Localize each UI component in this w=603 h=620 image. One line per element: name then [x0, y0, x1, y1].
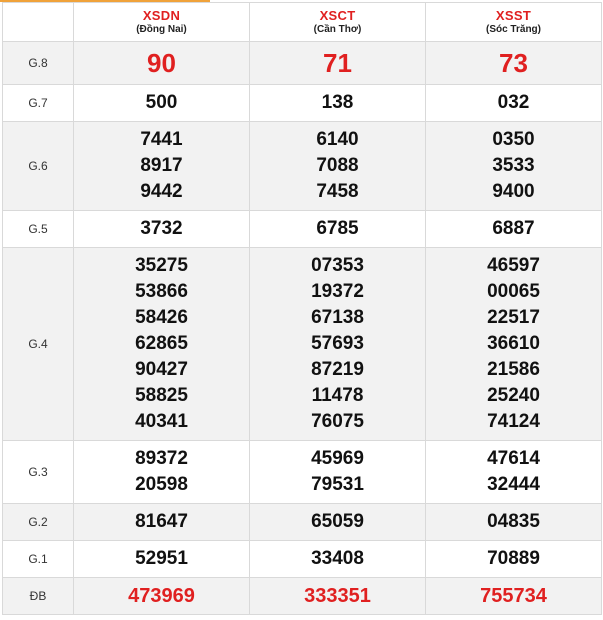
- prize-number: 7088: [316, 155, 359, 176]
- prize-cell: [426, 211, 602, 248]
- prize-number: 53866: [135, 281, 188, 302]
- prize-number: 33408: [311, 548, 364, 569]
- prize-number: 35275: [135, 255, 188, 276]
- prize-number: 25240: [487, 385, 540, 406]
- prize-cell: [74, 122, 250, 211]
- prize-number: 11478: [311, 385, 364, 406]
- prize-cell: [250, 578, 426, 615]
- prize-number: 6785: [316, 218, 359, 239]
- prize-number: 52951: [135, 548, 188, 569]
- prize-cell: [250, 42, 426, 85]
- province-name: (Cần Thơ): [313, 24, 362, 35]
- prize-number: 6887: [492, 218, 535, 239]
- prize-label: G.4: [3, 248, 74, 441]
- province-name: (Đồng Nai): [136, 24, 187, 35]
- prize-label: G.8: [3, 42, 74, 85]
- prize-number: 89372: [135, 448, 188, 469]
- prize-number: 58825: [135, 385, 188, 406]
- prize-cell: [250, 504, 426, 541]
- prize-number: 500: [145, 92, 178, 113]
- province-header-can-tho[interactable]: [250, 3, 426, 42]
- prize-label: G.2: [3, 504, 74, 541]
- prize-label: G.3: [3, 441, 74, 504]
- prize-number: 65059: [311, 511, 364, 532]
- prize-cell: [426, 122, 602, 211]
- prize-cell: [74, 85, 250, 122]
- prize-number: 62865: [135, 333, 188, 354]
- prize-number: 755734: [480, 585, 547, 607]
- prize-label: ĐB: [3, 578, 74, 615]
- prize-cell: [74, 441, 250, 504]
- prize-cell: [250, 441, 426, 504]
- prize-number: 71: [323, 48, 352, 78]
- province-header-dong-nai[interactable]: [74, 3, 250, 42]
- prize-number: 032: [497, 92, 530, 113]
- prize-number: 00065: [487, 281, 540, 302]
- prize-number: 20598: [135, 474, 188, 495]
- prize-cell: [426, 578, 602, 615]
- prize-cell: [426, 42, 602, 85]
- prize-number: 73: [499, 48, 528, 78]
- prize-number: 47614: [487, 448, 540, 469]
- prize-rows: [3, 42, 602, 615]
- prize-row-g1: [3, 541, 602, 578]
- prize-number: 74124: [487, 411, 540, 432]
- province-header-soc-trang[interactable]: [426, 3, 602, 42]
- province-code[interactable]: XSST: [495, 8, 532, 23]
- prize-number: 6140: [316, 129, 359, 150]
- prize-number: 40341: [135, 411, 188, 432]
- prize-label: G.6: [3, 122, 74, 211]
- prize-row-g6: [3, 122, 602, 211]
- prize-number: 473969: [128, 585, 195, 607]
- province-code[interactable]: XSCT: [319, 8, 356, 23]
- prize-number: 19372: [311, 281, 364, 302]
- prize-number: 22517: [487, 307, 540, 328]
- prize-number: 46597: [487, 255, 540, 276]
- prize-number: 9442: [140, 181, 183, 202]
- prize-row-special: [3, 578, 602, 615]
- prize-number: 333351: [304, 585, 371, 607]
- prize-number: 67138: [311, 307, 364, 328]
- prize-number: 9400: [492, 181, 535, 202]
- prize-label: G.5: [3, 211, 74, 248]
- prize-row-g5: [3, 211, 602, 248]
- prize-number: 36610: [487, 333, 540, 354]
- prize-number: 70889: [487, 548, 540, 569]
- prize-cell: [74, 211, 250, 248]
- prize-number: 90: [147, 48, 176, 78]
- prize-number: 57693: [311, 333, 364, 354]
- prize-cell: [426, 541, 602, 578]
- prize-row-g2: [3, 504, 602, 541]
- prize-number: 7458: [316, 181, 359, 202]
- prize-cell: [426, 504, 602, 541]
- prize-cell: [74, 578, 250, 615]
- prize-number: 79531: [311, 474, 364, 495]
- lottery-results-table: [2, 2, 602, 615]
- prize-cell: [250, 211, 426, 248]
- prize-number: 45969: [311, 448, 364, 469]
- prize-number: 8917: [140, 155, 183, 176]
- prize-cell: [426, 441, 602, 504]
- prize-cell: [250, 122, 426, 211]
- prize-cell: [74, 541, 250, 578]
- prize-cell: [250, 541, 426, 578]
- prize-number: 138: [321, 92, 354, 113]
- prize-row-g8: [3, 42, 602, 85]
- prize-cell: [426, 248, 602, 441]
- header-row: [3, 3, 602, 42]
- prize-number: 7441: [140, 129, 183, 150]
- prize-cell: [74, 42, 250, 85]
- prize-number: 58426: [135, 307, 188, 328]
- province-code[interactable]: XSDN: [142, 8, 181, 23]
- prize-number: 76075: [311, 411, 364, 432]
- prize-number: 04835: [487, 511, 540, 532]
- prize-number: 3533: [492, 155, 535, 176]
- prize-row-g7: [3, 85, 602, 122]
- prize-number: 90427: [135, 359, 188, 380]
- prize-number: 81647: [135, 511, 188, 532]
- prize-number: 0350: [492, 129, 535, 150]
- prize-cell: [250, 85, 426, 122]
- prize-number: 21586: [487, 359, 540, 380]
- prize-number: 3732: [140, 218, 183, 239]
- prize-cell: [250, 248, 426, 441]
- prize-label: G.7: [3, 85, 74, 122]
- prize-cell: [74, 504, 250, 541]
- prize-number: 32444: [487, 474, 540, 495]
- province-name: (Sóc Trăng): [485, 24, 541, 35]
- prize-row-g3: [3, 441, 602, 504]
- prize-cell: [426, 85, 602, 122]
- prize-cell: [74, 248, 250, 441]
- prize-number: 87219: [311, 359, 364, 380]
- prize-number: 07353: [311, 255, 364, 276]
- prize-row-g4: [3, 248, 602, 441]
- header-empty-cell: [3, 3, 74, 42]
- prize-label: G.1: [3, 541, 74, 578]
